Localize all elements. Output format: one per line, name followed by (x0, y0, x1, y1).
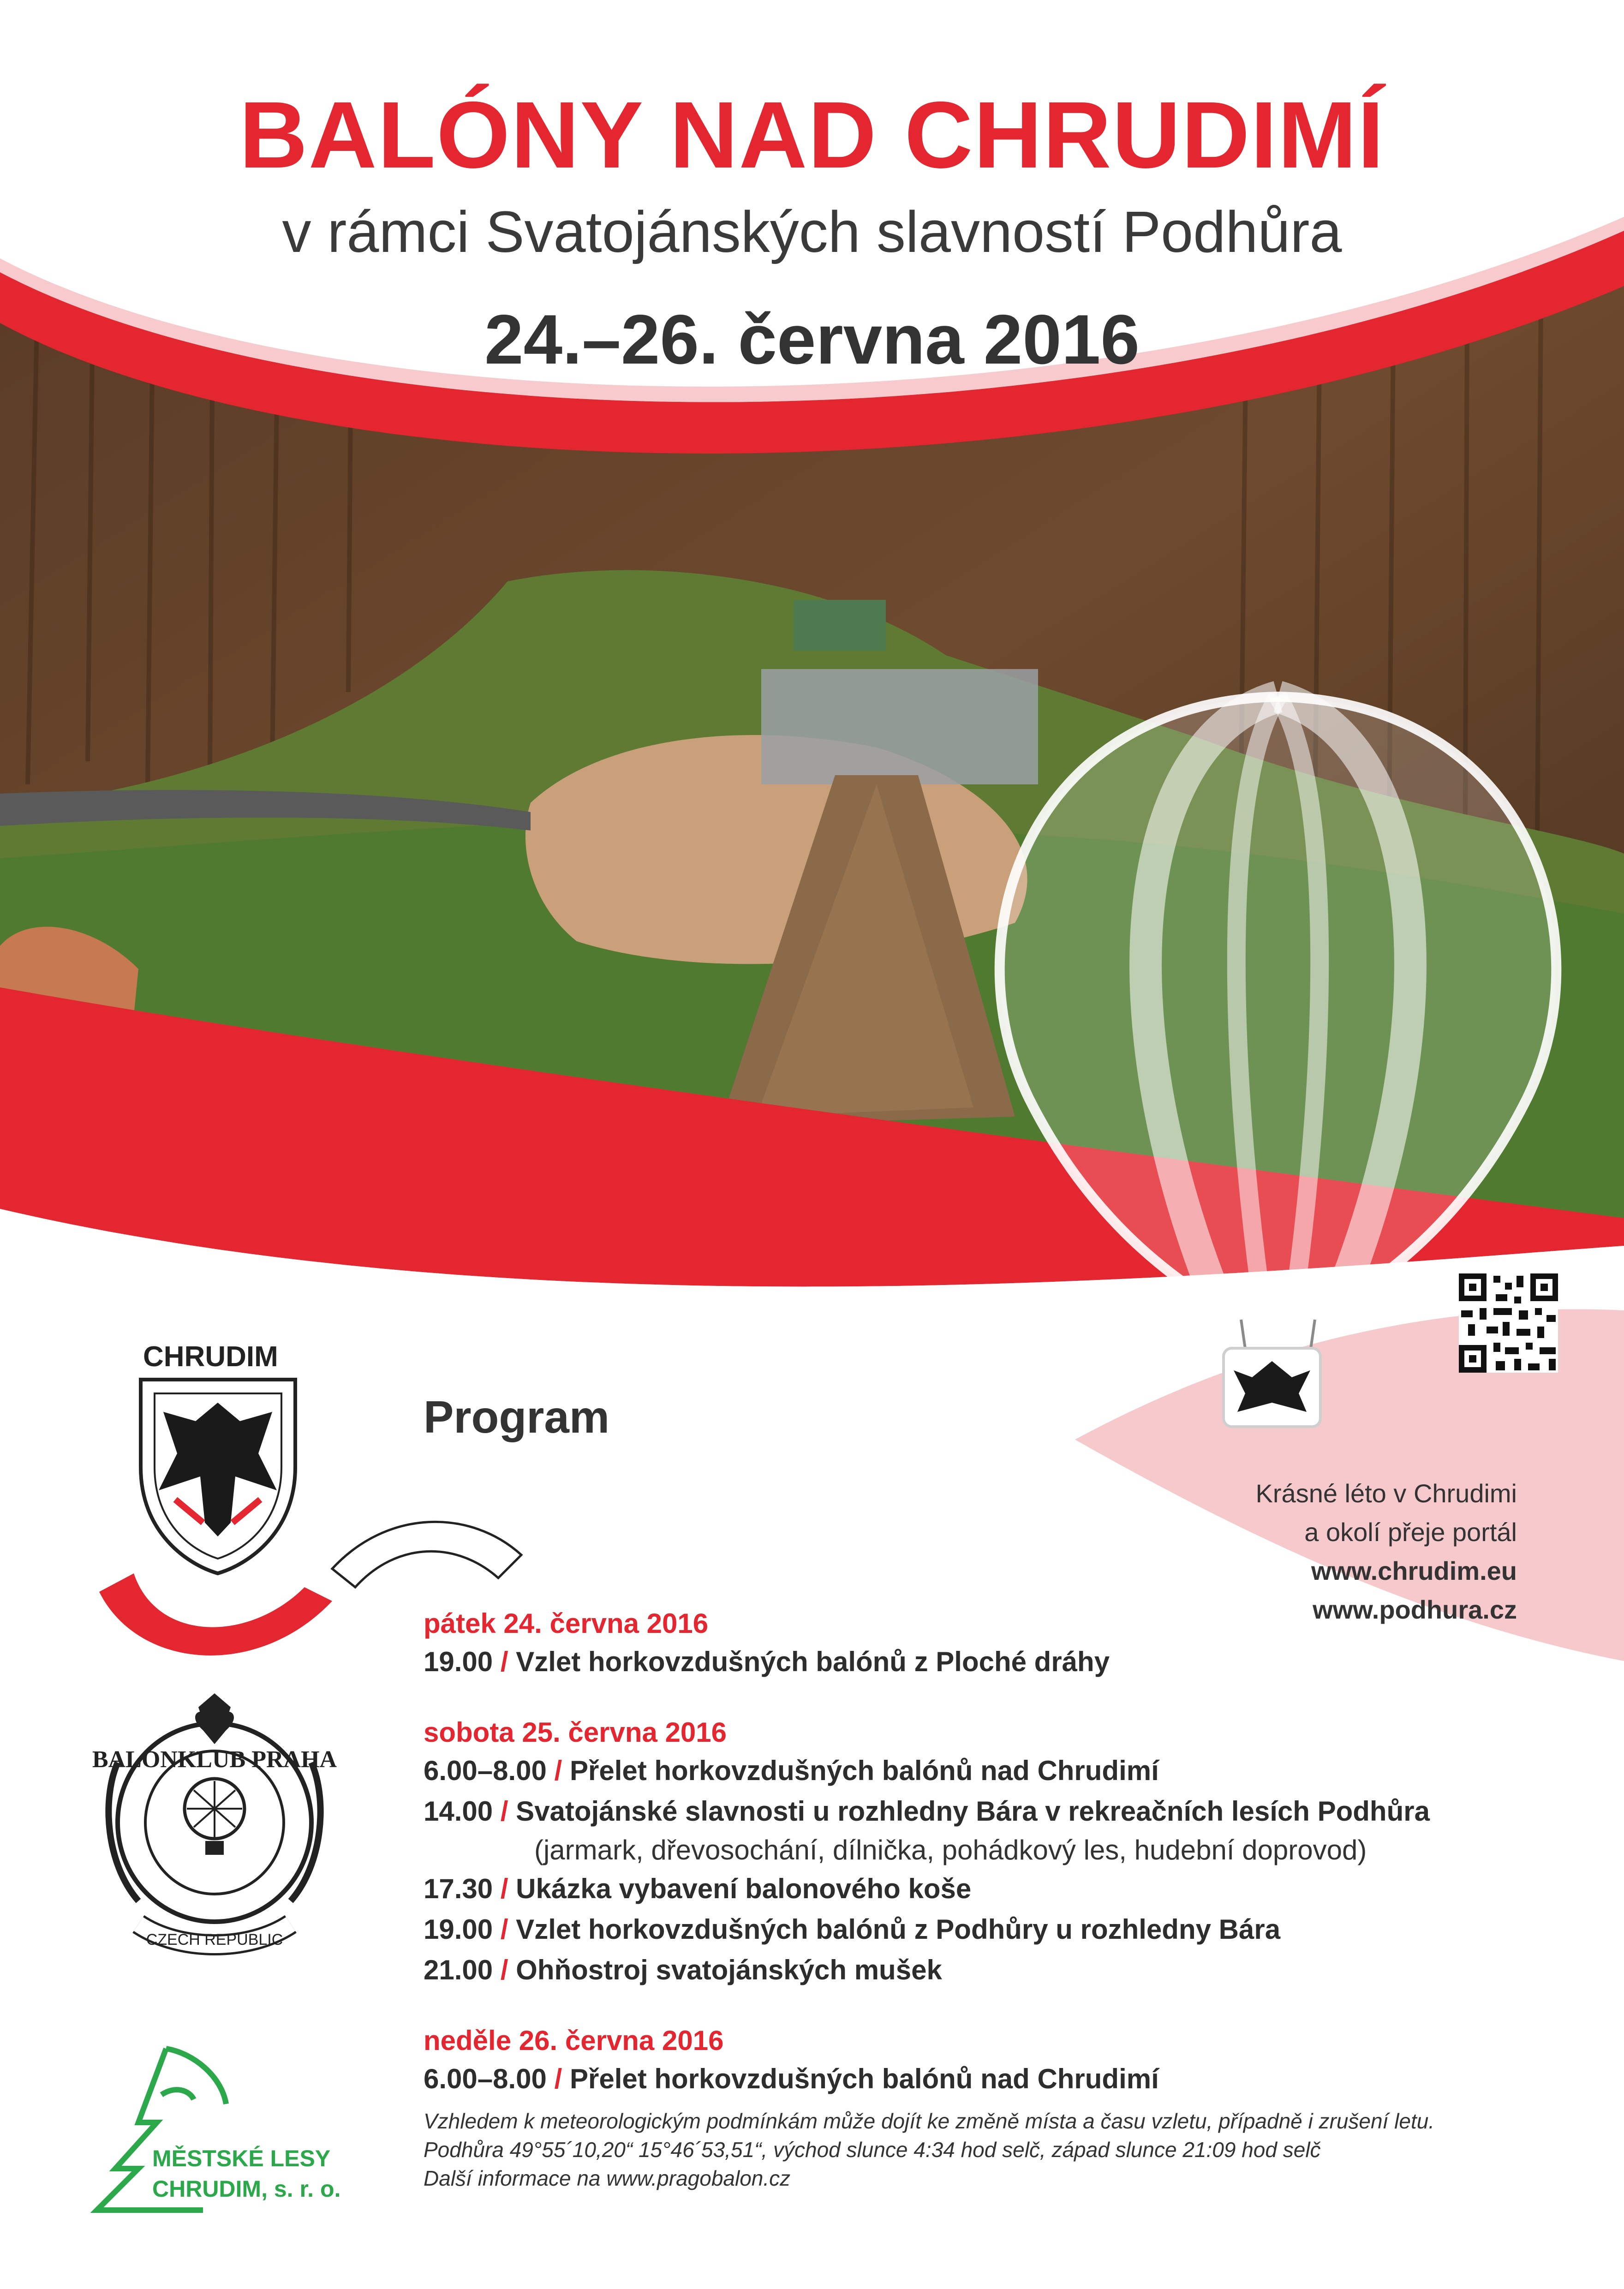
item-separator: / (500, 1646, 508, 1677)
day-label-friday: pátek 24. června 2016 (424, 1608, 709, 1639)
item-time: 17.30 (424, 1873, 493, 1904)
balonklub-banner-text: CZECH REPUBLIC (146, 1931, 283, 1948)
day-label-saturday: sobota 25. června 2016 (424, 1717, 727, 1748)
footnote-weather: Vzhledem k meteorologickým podmínkám může dojít ke změně místa a času vzletu, případně i zrušení letu. (424, 2109, 1435, 2133)
chrudim-logo-text: CHRUDIM (143, 1341, 278, 1373)
schedule-item (424, 1950, 1568, 1990)
poster-title: BALÓNY NAD CHRUDIMÍ (239, 82, 1385, 188)
poster-dates: 24.–26. června 2016 (484, 300, 1140, 379)
item-note: (jarmark, dřevosochání, dílnička, pohádkový les, hudební doprovod) (534, 1835, 1367, 1865)
eagle-coat-of-arms-icon (141, 1380, 295, 1573)
greeting-line-1: Krásné léto v Chrudimi (1255, 1479, 1517, 1508)
program-heading: Program (424, 1392, 610, 1442)
item-separator: / (500, 1914, 508, 1945)
podhura-cz-link[interactable]: www.podhura.cz (1313, 1595, 1517, 1624)
mestske-lesy-line-1: MĚSTSKÉ LESY (152, 2146, 331, 2171)
item-time: 19.00 (424, 1914, 493, 1945)
item-separator: / (500, 1954, 508, 1985)
footnote-location: Podhůra 49°55´10,20“ 15°46´53,51“, východ slunce 4:34 hod selč, západ slunce 21:09 hod selč (424, 2138, 1321, 2162)
schedule-item (424, 1909, 1568, 1950)
mestske-lesy-logo-text (152, 2143, 340, 2204)
balloon-badge-icon (1224, 1348, 1320, 1427)
item-time: 14.00 (424, 1796, 493, 1827)
day-label-sunday: neděle 26. června 2016 (424, 2025, 724, 2056)
schedule-item (424, 2059, 1568, 2099)
item-time: 6.00–8.00 (424, 1755, 547, 1786)
greeting-line-2: a okolí přeje portál (1304, 1518, 1517, 1547)
item-text: Přelet horkovzdušných balónů nad Chrudimí (569, 1755, 1159, 1786)
item-text: Vzlet horkovzdušných balónů z Podhůry u rozhledny Bára (516, 1914, 1281, 1945)
item-separator: / (500, 1873, 508, 1904)
qr-code-icon (1459, 1273, 1558, 1373)
item-text: Přelet horkovzdušných balónů nad Chrudimí (569, 2063, 1159, 2094)
item-text: Ohňostroj svatojánských mušek (516, 1954, 942, 1985)
balonklub-praha-emblem (108, 1693, 320, 1945)
item-separator: / (554, 1755, 562, 1786)
item-separator: / (554, 2063, 562, 2094)
chrudim-eu-link[interactable]: www.chrudim.eu (1311, 1556, 1517, 1585)
item-time: 21.00 (424, 1954, 493, 1985)
schedule-item (424, 1751, 1568, 1791)
poster-subtitle: v rámci Svatojánských slavností Podhůra (282, 199, 1342, 264)
item-text: Svatojánské slavnosti u rozhledny Bára v rekreačních lesích Podhůra (516, 1796, 1430, 1827)
item-text: Ukázka vybavení balonového koše (516, 1873, 972, 1904)
mestske-lesy-line-2: CHRUDIM, s. r. o. (152, 2176, 341, 2202)
item-separator: / (500, 1796, 508, 1827)
schedule-item (424, 1642, 1568, 1682)
schedule-item (424, 1791, 1568, 1832)
footnote-info: Další informace na www.pragobalon.cz (424, 2166, 791, 2190)
item-time: 6.00–8.00 (424, 2063, 547, 2094)
program-schedule (424, 1606, 1568, 2193)
schedule-item (424, 1869, 1568, 1909)
item-text: Vzlet horkovzdušných balónů z Ploché dráhy (516, 1646, 1110, 1677)
balonklub-ring-text: BALONKLUB PRAHA (92, 1746, 337, 1773)
item-time: 19.00 (424, 1646, 493, 1677)
